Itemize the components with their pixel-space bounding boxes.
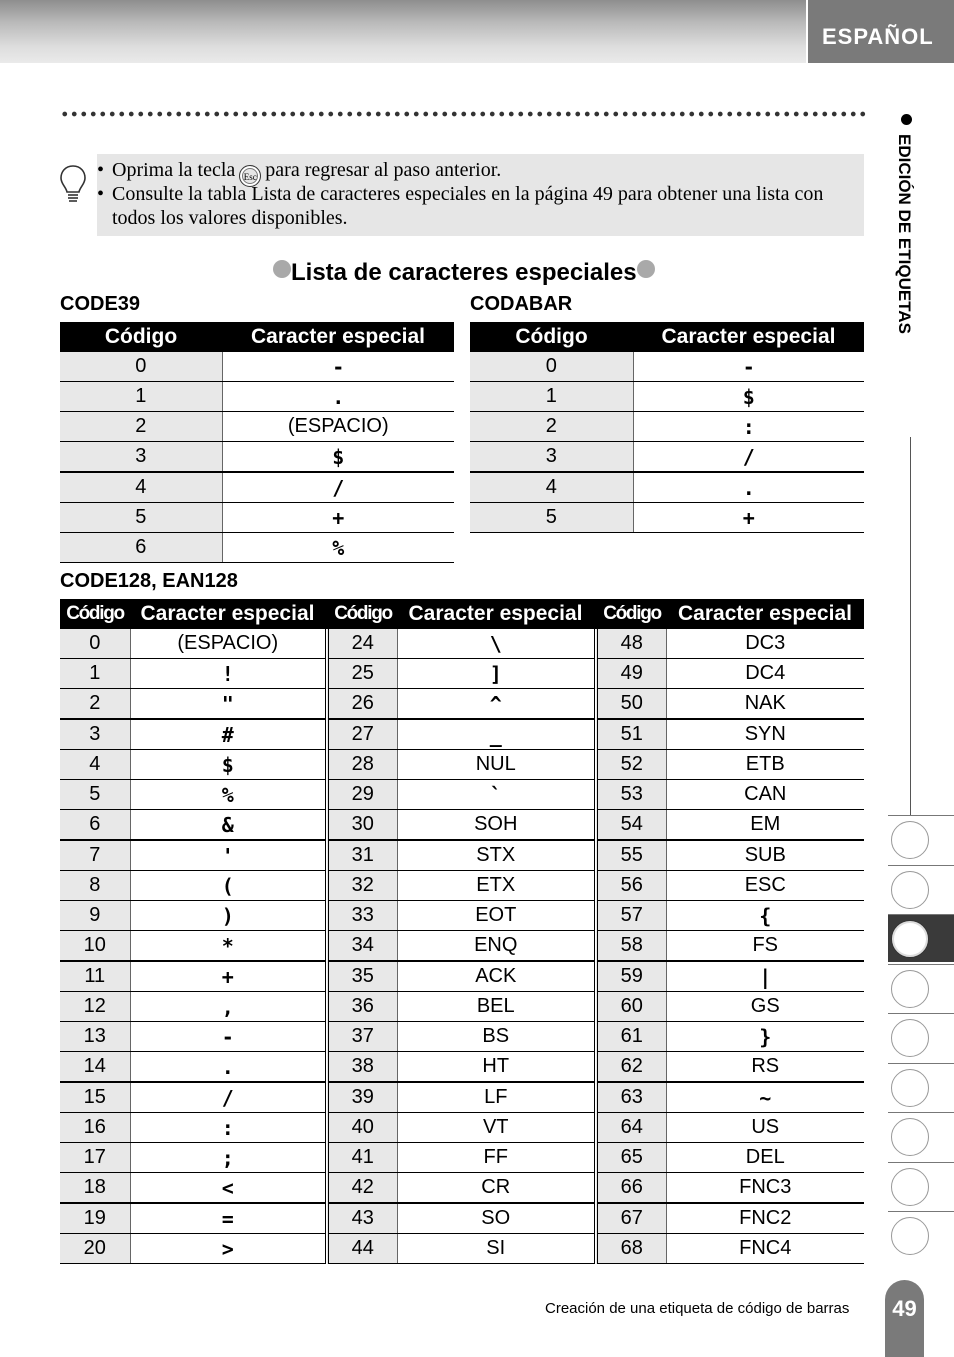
code-cell: 4 <box>470 472 633 503</box>
circle-icon <box>891 1069 929 1107</box>
code-cell: 3 <box>60 719 130 750</box>
special-char-cell: ' <box>130 840 327 871</box>
code-cell: 36 <box>327 992 397 1022</box>
code-cell: 7 <box>60 840 130 871</box>
code-cell: 14 <box>60 1052 130 1083</box>
language-label: ESPAÑOL <box>822 24 934 49</box>
code128-label: CODE128, EAN128 <box>60 570 238 592</box>
lightbulb-icon <box>58 163 88 207</box>
special-char-cell: DEL <box>666 1143 864 1173</box>
chapter-tab[interactable] <box>888 964 954 1012</box>
special-char-cell: SOH <box>397 810 596 841</box>
special-char-cell: ESC <box>666 871 864 901</box>
special-char-cell: { <box>666 901 864 931</box>
special-char-cell: \ <box>397 629 596 659</box>
code-cell: 3 <box>60 442 222 473</box>
special-char-cell: SO <box>397 1203 596 1234</box>
special-char-cell: , <box>130 992 327 1022</box>
table-row <box>60 780 864 810</box>
special-char-cell: : <box>130 1113 327 1143</box>
code-cell: 10 <box>60 931 130 962</box>
special-char-cell: FF <box>397 1143 596 1173</box>
header-code: Código <box>60 599 130 629</box>
table-row <box>60 412 454 442</box>
code-cell: 67 <box>596 1203 666 1234</box>
code-cell: 53 <box>596 780 666 810</box>
special-char-cell: (ESPACIO) <box>130 629 327 659</box>
code-cell: 18 <box>60 1173 130 1204</box>
special-char-cell: < <box>130 1173 327 1204</box>
table-row <box>60 719 864 750</box>
header-special-char: Caracter especial <box>130 599 327 629</box>
circle-icon <box>891 1168 929 1206</box>
chapter-tab[interactable] <box>888 815 954 863</box>
code-cell: 54 <box>596 810 666 841</box>
code-cell: 33 <box>327 901 397 931</box>
table-row <box>60 533 454 563</box>
code-cell: 58 <box>596 931 666 962</box>
table-row <box>60 901 864 931</box>
code-cell: 39 <box>327 1082 397 1113</box>
special-char-cell: . <box>130 1052 327 1083</box>
side-divider <box>910 437 911 815</box>
code-cell: 62 <box>596 1052 666 1083</box>
header-special-char: Caracter especial <box>397 599 596 629</box>
bullet-dot-icon <box>901 114 912 125</box>
page-number-tab <box>885 1280 924 1357</box>
code-cell: 63 <box>596 1082 666 1113</box>
code-cell: 1 <box>470 382 633 412</box>
code-cell: 1 <box>60 659 130 689</box>
grey-dot-icon <box>637 260 655 278</box>
code-cell: 2 <box>470 412 633 442</box>
special-char-cell: BS <box>397 1022 596 1052</box>
code-cell: 65 <box>596 1143 666 1173</box>
special-char-cell: + <box>130 961 327 992</box>
special-char-cell: } <box>666 1022 864 1052</box>
special-char-cell: ETX <box>397 871 596 901</box>
special-char-cell: % <box>130 780 327 810</box>
special-char-cell: SYN <box>666 719 864 750</box>
special-char-cell: " <box>130 689 327 720</box>
code-cell: 59 <box>596 961 666 992</box>
dotted-divider <box>60 110 866 118</box>
table-row <box>60 659 864 689</box>
code-cell: 2 <box>60 689 130 720</box>
special-char-cell: ~ <box>666 1082 864 1113</box>
special-char-cell: RS <box>666 1052 864 1083</box>
special-char-cell: = <box>130 1203 327 1234</box>
special-char-cell: EOT <box>397 901 596 931</box>
special-char-cell: + <box>633 503 864 533</box>
language-tab <box>806 0 954 63</box>
special-char-cell: * <box>130 931 327 962</box>
code-cell: 68 <box>596 1234 666 1264</box>
special-char-cell: ! <box>130 659 327 689</box>
chapter-tab[interactable] <box>888 1162 954 1210</box>
table-row <box>60 442 454 473</box>
special-char-cell: . <box>222 382 454 412</box>
code-cell: 11 <box>60 961 130 992</box>
table-row <box>60 1113 864 1143</box>
table-row <box>470 442 864 473</box>
code-cell: 19 <box>60 1203 130 1234</box>
special-char-cell: STX <box>397 840 596 871</box>
special-char-cell: NUL <box>397 750 596 780</box>
code-cell: 4 <box>60 750 130 780</box>
code-cell: 3 <box>470 442 633 473</box>
code-cell: 60 <box>596 992 666 1022</box>
header-code: Código <box>470 322 633 352</box>
special-char-cell: ^ <box>397 689 596 720</box>
circle-icon <box>891 1019 929 1057</box>
code-cell: 56 <box>596 871 666 901</box>
header-special-char: Caracter especial <box>222 322 454 352</box>
header-code: Código <box>596 599 666 629</box>
code-cell: 17 <box>60 1143 130 1173</box>
code-cell: 49 <box>596 659 666 689</box>
code-cell: 52 <box>596 750 666 780</box>
code-cell: 2 <box>60 412 222 442</box>
circle-icon <box>891 1217 929 1255</box>
code39-label: CODE39 <box>60 293 141 315</box>
header-special-char: Caracter especial <box>633 322 864 352</box>
special-char-cell: FNC2 <box>666 1203 864 1234</box>
special-char-cell: GS <box>666 992 864 1022</box>
special-char-cell: ENQ <box>397 931 596 962</box>
special-char-cell: EM <box>666 810 864 841</box>
table-row <box>60 629 864 659</box>
special-char-cell: CR <box>397 1173 596 1204</box>
code-cell: 25 <box>327 659 397 689</box>
special-char-cell: (ESPACIO) <box>222 412 454 442</box>
code-cell: 51 <box>596 719 666 750</box>
code-cell: 48 <box>596 629 666 659</box>
table-row <box>470 412 864 442</box>
table-row <box>60 992 864 1022</box>
circle-icon <box>891 821 929 859</box>
tip-box: • Oprima la tecla Esc para regresar al paso anterior. • Consulte la tabla Lista de caracteres especiales en la página 49 para obtener una lista con todos los valores disponibles. <box>97 154 864 236</box>
esc-key-icon: Esc <box>239 165 261 187</box>
table-row <box>60 840 864 871</box>
header-code: Código <box>327 599 397 629</box>
chapter-tab[interactable] <box>888 1112 954 1160</box>
code-cell: 42 <box>327 1173 397 1204</box>
table-row <box>60 871 864 901</box>
table-row <box>60 931 864 962</box>
special-char-cell: / <box>222 472 454 503</box>
table-row <box>60 1082 864 1113</box>
circle-icon <box>891 920 929 958</box>
code-cell: 9 <box>60 901 130 931</box>
code-cell: 16 <box>60 1113 130 1143</box>
page-number: 49 <box>892 1296 917 1321</box>
code-cell: 37 <box>327 1022 397 1052</box>
special-char-cell: FS <box>666 931 864 962</box>
table-row <box>60 1143 864 1173</box>
code-cell: 5 <box>470 503 633 533</box>
special-char-cell: SI <box>397 1234 596 1264</box>
code-cell: 61 <box>596 1022 666 1052</box>
special-char-cell: ETB <box>666 750 864 780</box>
code-cell: 35 <box>327 961 397 992</box>
special-char-cell: CAN <box>666 780 864 810</box>
table-row <box>60 810 864 841</box>
table-row <box>60 1173 864 1204</box>
code-cell: 5 <box>60 503 222 533</box>
code-cell: 50 <box>596 689 666 720</box>
special-char-cell: > <box>130 1234 327 1264</box>
special-char-cell: BEL <box>397 992 596 1022</box>
special-char-cell: - <box>130 1022 327 1052</box>
table-row <box>60 689 864 720</box>
table-row <box>470 503 864 533</box>
special-char-cell: ) <box>130 901 327 931</box>
special-char-cell: ( <box>130 871 327 901</box>
chapter-tab[interactable] <box>888 865 954 913</box>
table-row <box>60 1203 864 1234</box>
code-cell: 29 <box>327 780 397 810</box>
table-row <box>60 503 454 533</box>
table-row <box>470 352 864 382</box>
code-cell: 12 <box>60 992 130 1022</box>
table-row <box>60 961 864 992</box>
code-cell: 8 <box>60 871 130 901</box>
section-title: Lista de caracteres especiales <box>273 259 655 287</box>
code-cell: 31 <box>327 840 397 871</box>
code-cell: 15 <box>60 1082 130 1113</box>
special-char-cell: . <box>633 472 864 503</box>
special-char-cell: ; <box>130 1143 327 1173</box>
code-cell: 64 <box>596 1113 666 1143</box>
code-cell: 27 <box>327 719 397 750</box>
code-cell: 5 <box>60 780 130 810</box>
special-char-cell: & <box>130 810 327 841</box>
code39-table <box>60 322 454 563</box>
code-cell: 0 <box>470 352 633 382</box>
special-char-cell: $ <box>222 442 454 473</box>
code-cell: 44 <box>327 1234 397 1264</box>
special-char-cell: ` <box>397 780 596 810</box>
special-char-cell: / <box>130 1082 327 1113</box>
special-char-cell: - <box>222 352 454 382</box>
special-char-cell: LF <box>397 1082 596 1113</box>
code-cell: 38 <box>327 1052 397 1083</box>
code-cell: 57 <box>596 901 666 931</box>
code-cell: 26 <box>327 689 397 720</box>
code-cell: 43 <box>327 1203 397 1234</box>
special-char-cell: / <box>633 442 864 473</box>
special-char-cell: HT <box>397 1052 596 1083</box>
special-char-cell: % <box>222 533 454 563</box>
grey-dot-icon <box>273 260 291 278</box>
circle-icon <box>891 1118 929 1156</box>
code-cell: 6 <box>60 810 130 841</box>
special-char-cell: VT <box>397 1113 596 1143</box>
special-char-cell: US <box>666 1113 864 1143</box>
code128-table <box>60 599 864 1264</box>
code-cell: 4 <box>60 472 222 503</box>
special-char-cell: _ <box>397 719 596 750</box>
code-cell: 30 <box>327 810 397 841</box>
code-cell: 55 <box>596 840 666 871</box>
special-char-cell: $ <box>130 750 327 780</box>
footer-text: Creación de una etiqueta de código de barras <box>545 1300 850 1317</box>
code-cell: 66 <box>596 1173 666 1204</box>
table-row <box>60 352 454 382</box>
table-row <box>60 1022 864 1052</box>
table-row <box>60 382 454 412</box>
special-char-cell: DC4 <box>666 659 864 689</box>
code-cell: 34 <box>327 931 397 962</box>
special-char-cell: FNC3 <box>666 1173 864 1204</box>
side-chapter-label: EDICIÓN DE ETIQUETAS <box>896 110 918 410</box>
table-row <box>60 472 454 503</box>
code-cell: 40 <box>327 1113 397 1143</box>
code-cell: 20 <box>60 1234 130 1264</box>
special-char-cell: : <box>633 412 864 442</box>
header-code: Código <box>60 322 222 352</box>
code-cell: 13 <box>60 1022 130 1052</box>
codabar-label: CODABAR <box>470 293 573 315</box>
table-row <box>470 472 864 503</box>
circle-icon <box>891 970 929 1008</box>
special-char-cell: | <box>666 961 864 992</box>
header-banner <box>0 0 806 63</box>
special-char-cell: ACK <box>397 961 596 992</box>
special-char-cell: $ <box>633 382 864 412</box>
table-row <box>60 750 864 780</box>
circle-icon <box>891 871 929 909</box>
chapter-tab[interactable] <box>888 1063 954 1111</box>
table-row <box>470 382 864 412</box>
code-cell: 0 <box>60 629 130 659</box>
table-row <box>60 1052 864 1083</box>
code-cell: 0 <box>60 352 222 382</box>
code-cell: 24 <box>327 629 397 659</box>
chapter-tab[interactable] <box>888 1013 954 1061</box>
code-cell: 6 <box>60 533 222 563</box>
special-char-cell: ] <box>397 659 596 689</box>
code-cell: 28 <box>327 750 397 780</box>
special-char-cell: - <box>633 352 864 382</box>
header-special-char: Caracter especial <box>666 599 864 629</box>
chapter-tab[interactable] <box>888 1211 954 1259</box>
chapter-tab[interactable] <box>888 914 954 962</box>
code-cell: 41 <box>327 1143 397 1173</box>
table-row <box>60 1234 864 1264</box>
special-char-cell: # <box>130 719 327 750</box>
special-char-cell: FNC4 <box>666 1234 864 1264</box>
special-char-cell: DC3 <box>666 629 864 659</box>
code-cell: 32 <box>327 871 397 901</box>
special-char-cell: NAK <box>666 689 864 720</box>
special-char-cell: + <box>222 503 454 533</box>
special-char-cell: SUB <box>666 840 864 871</box>
codabar-table <box>470 322 864 533</box>
code-cell: 1 <box>60 382 222 412</box>
